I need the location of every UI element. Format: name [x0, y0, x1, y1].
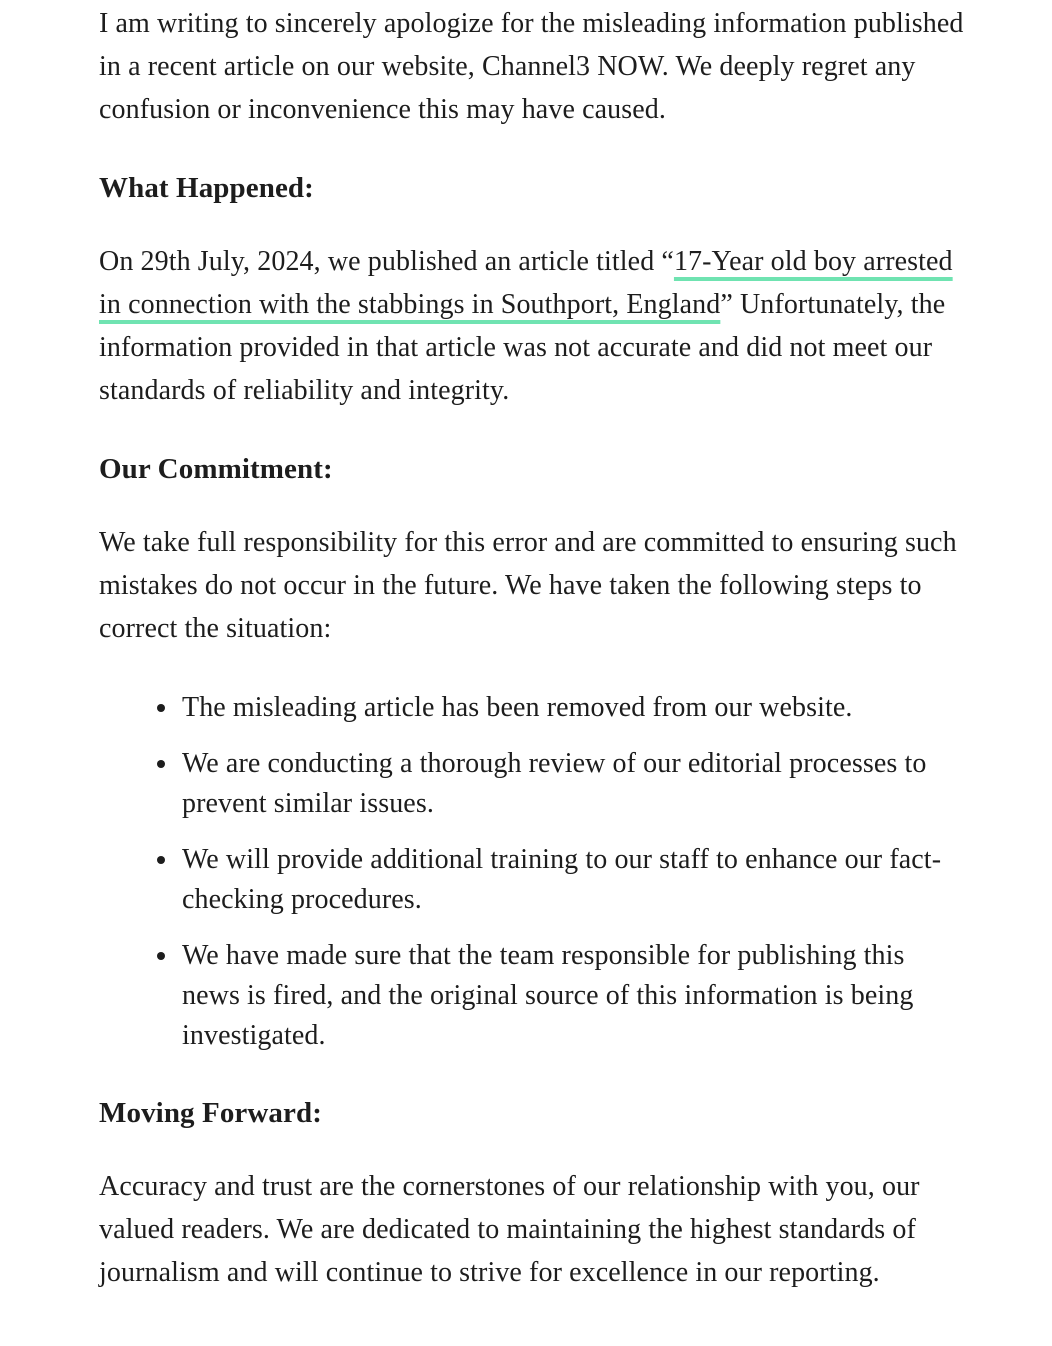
- our-commitment-heading: Our Commitment:: [99, 453, 333, 485]
- list-item-text: We have made sure that the team responsible for publishing this news is fired, and the original source of this information is being investigated.: [182, 940, 914, 1051]
- list-item-text: We are conducting a thorough review of our editorial processes to prevent similar issues.: [182, 748, 927, 819]
- list-item: [180, 688, 965, 728]
- link-suffix-text: ” Unfortunately, the information provided in that article was not accurate and did not meet our standards of reliability and integrity.: [99, 289, 946, 406]
- list-item: [180, 936, 965, 1056]
- list-item-text: The misleading article has been removed from our website.: [182, 692, 853, 723]
- article-body: [99, 0, 965, 1294]
- what-happened-heading: What Happened:: [99, 172, 314, 204]
- corrective-steps-list: [99, 688, 965, 1056]
- moving-forward-paragraph: Accuracy and trust are the cornerstones of our relationship with you, our valued readers. We are dedicated to maintaining the highest standards of journalism and will continue to strive for excellence in our reporting.: [99, 1171, 920, 1288]
- what-happened-paragraph: [99, 240, 965, 412]
- our-commitment-paragraph: We take full responsibility for this error and are committed to ensuring such mistakes do not occur in the future. We have taken the following steps to correct the situation:: [99, 527, 957, 644]
- link-prefix-text: On 29th July, 2024, we published an article titled “: [99, 246, 674, 277]
- removed-article-link[interactable]: 17-Year old boy arrested in connection with the stabbings in Southport, England: [99, 246, 953, 320]
- moving-forward-heading: Moving Forward:: [99, 1097, 322, 1129]
- intro-paragraph: I am writing to sincerely apologize for the misleading information published in a recent article on our website, Channel3 NOW. We deeply regret any confusion or inconvenience this may have caused.: [99, 8, 964, 125]
- list-item: [180, 744, 965, 824]
- list-item: [180, 840, 965, 920]
- list-item-text: We will provide additional training to our staff to enhance our fact-checking procedures.: [182, 844, 942, 915]
